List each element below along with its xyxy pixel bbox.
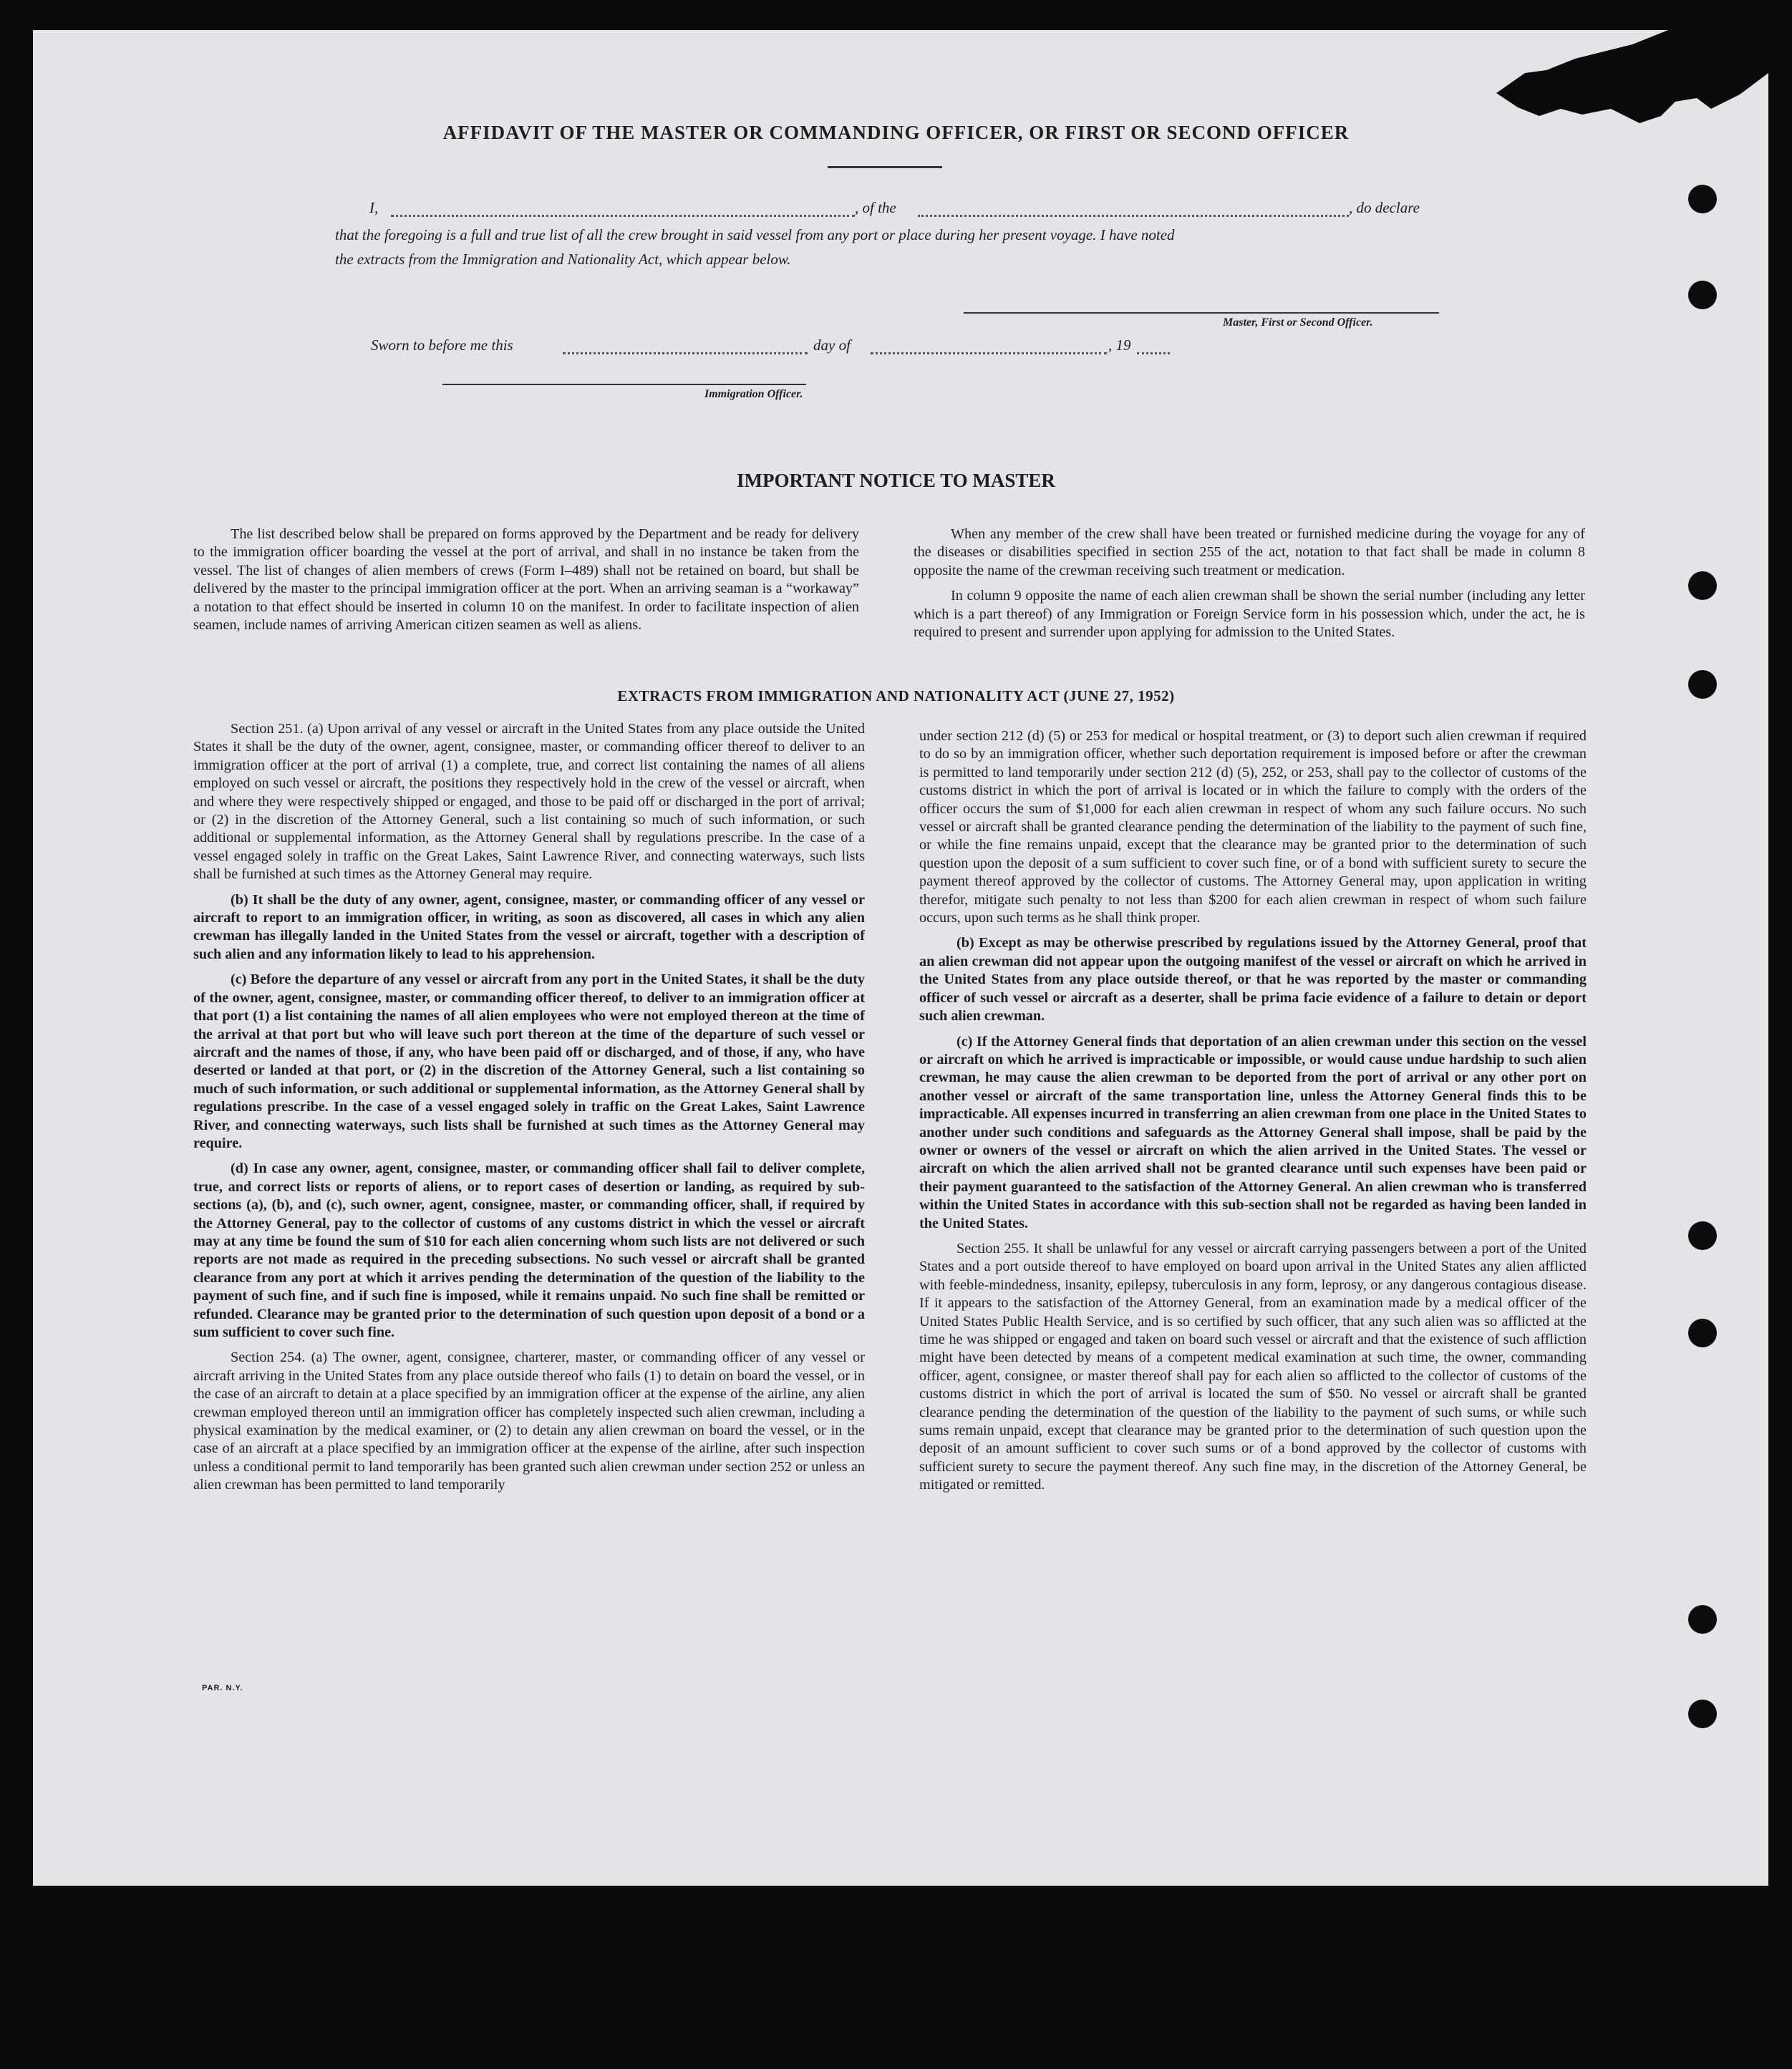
binder-hole	[1688, 571, 1717, 600]
master-signature-caption: Master, First or Second Officer.	[1223, 316, 1373, 329]
do-declare-label: , do declare	[1349, 199, 1420, 216]
immigration-signature-line	[442, 384, 806, 385]
affidavit-title: AFFIDAVIT OF THE MASTER OR COMMANDING OFFICER, OR FIRST OR SECOND OFFICER	[442, 122, 1350, 143]
sworn-day-line	[563, 352, 808, 354]
extracts-title: EXTRACTS FROM IMMIGRATION AND NATIONALITY ACT (JUNE 27, 1952)	[617, 687, 1175, 704]
printer-mark: PAR. N.Y.	[202, 1684, 243, 1692]
notice-right-paragraph-1: When any member of the crew shall have been treated or furnished medicine during the voyage for any of the diseases or disabilities specified in section 255 of the act, notation to that fact shall be made in column 8 opposite the name of the crewman receiving such treatment or medication.	[914, 526, 1585, 578]
name-line	[391, 215, 855, 217]
vessel-line	[918, 215, 1349, 217]
binder-hole	[1688, 185, 1717, 213]
extract-section-251a: Section 251. (a) Upon arrival of any vessel or aircraft in the United States from any place outside the United States it shall be the duty of the owner, agent, consignee, master, or commanding officer thereof to deliver to an immigration officer at the port of arrival (1) a complete, true, and correct list containing the names of all aliens employed on such vessel or aircraft, the positions they respectively hold in the crew of the vessel or aircraft, when and where they were respectively shipped or engaged, and those to be paid off or discharged in the port of arrival; or (2) in the discretion of the Attorney General, such a list containing so much of such information, or such additional or supplemental information, as the Attorney General shall by regulations prescribe. In the case of a vessel engaged solely in traffic on the Great Lakes, Saint Lawrence River, and connecting waterways, such lists shall be furnished at such times as the Attorney General may require.	[193, 721, 865, 883]
extract-section-251c: (c) Before the departure of any vessel or aircraft from any port in the United States, it shall be the duty of the owner, agent, consignee, master, or commanding officer thereof, to deliver to an immigration officer at that port (1) a list containing the names of all alien employees who were not employed thereon at the time of the arrival at that port but who will leave such port thereon at the time of the departure of such vessel or aircraft and the names of those, if any, who have been paid off or discharged, and of those, if any, who have deserted or landed at that port, or (2) in the discretion of the Attorney General, such a list containing so much of such information, or such additional or supplemental information, as the Attorney General shall by regulations prescribe. In the case of a vessel engaged solely in traffic on the Great Lakes, Saint Lawrence River, and connecting waterways, such lists shall be furnished at such times as the Attorney General may require.	[193, 971, 865, 1151]
binder-hole	[1688, 1700, 1717, 1728]
binder-hole	[1688, 281, 1717, 309]
sworn-month-line	[871, 352, 1107, 354]
declaration-line-1: that the foregoing is a full and true list of all the crew brought in said vessel from any port or place during her present voyage. I have noted	[335, 226, 1175, 243]
torn-corner	[1496, 30, 1768, 123]
of-the-label: , of the	[855, 199, 896, 216]
extract-section-254b: (b) Except as may be otherwise prescribed by regulations issued by the Attorney General, proof that an alien crewman did not appear upon the outgoing manifest of the vessel or aircraft on which he arrived in the United States from any place outside thereof, or that he was reported by the master or commanding officer of such vessel or aircraft as a deserter, shall be prima facie evidence of a failure to detain or deport such alien crewman.	[919, 935, 1587, 1024]
notice-right-paragraph-2: In column 9 opposite the name of each alien crewman shall be shown the serial number (including any letter which is a part thereof) of any Immigration or Foreign Service form in his possession which, under the act, he is required to present and surrender upon applying for admission to the United States.	[914, 588, 1585, 641]
binder-hole	[1688, 1221, 1717, 1250]
master-signature-line	[964, 312, 1439, 314]
i-label: I,	[369, 199, 379, 216]
extract-section-251d: (d) In case any owner, agent, consignee, master, or commanding officer shall fail to deliver complete, true, and correct lists or reports of aliens, or to report cases of desertion or landing, as required by sub-sections (a), (b), and (c), such owner, agent, consignee, master, or commanding officer, shall, if required by the Attorney General, pay to the collector of customs of any customs district in which the vessel or aircraft may at any time be found the sum of $10 for each alien concerning whom such lists are not delivered or such reports are not made as required in the preceding subsections. No such vessel or aircraft shall be granted clearance from any port at which it arrives pending the determination of the question of the liability to the payment of such fine, and if such fine is imposed, while it remains unpaid. No such fine shall be remitted or refunded. Clearance may be granted prior to the determination of such question upon deposit of a bond or a sum sufficient to cover such fine.	[193, 1161, 865, 1340]
year-label: , 19	[1108, 336, 1131, 354]
extract-section-254c: (c) If the Attorney General finds that deportation of an alien crewman under this section on the vessel or aircraft on which he arrived is impracticable or impossible, or would cause undue hardship to such alien crewman, he may cause the alien crewman to be deported from the port of arrival or any other port on another vessel or aircraft of the same transportation line, unless the Attorney General finds this to be impracticable. All expenses incurred in transferring an alien crewman from one place in the United States to another under such conditions and safeguards as the Attorney General shall impose, shall be paid by the owner or owners of the vessel or aircraft on which the alien arrived in the United States. The vessel or aircraft on which the alien arrived shall not be granted clearance until such expenses have been paid or their payment guaranteed to the satisfaction of the Attorney General. An alien crewman who is transferred within the United States in accordance with this sub-section shall not be regarded as having been landed in the United States.	[919, 1033, 1587, 1231]
notice-title: IMPORTANT NOTICE TO MASTER	[737, 470, 1055, 491]
notice-left-paragraph: The list described below shall be prepared on forms approved by the Department and be ready for delivery to the immigration officer boarding the vessel at the port of arrival, and shall in no instance be taken from the vessel. The list of changes of alien members of crews (Form I–489) shall not be retained on board, but shall be delivered by the master to the principal immigration officer at the port. When an arriving seaman is a “workaway” a notation to that effect should be inserted in column 10 on the manifest. In order to facilitate inspection of alien seamen, include names of arriving American citizen seamen as well as aliens.	[193, 526, 859, 634]
extracts-right-column	[919, 727, 1587, 1502]
day-of-label: day of	[813, 336, 851, 354]
extract-section-251b: (b) It shall be the duty of any owner, agent, consignee, master, or commanding officer of any vessel or aircraft to report to an immigration officer, in writing, as soon as discovered, all cases in which any alien crewman has illegally landed in the United States from the vessel or aircraft, together with a description of such alien and any information likely to lead to his apprehension.	[193, 891, 865, 962]
extract-section-254a-cont: under section 212 (d) (5) or 253 for medical or hospital treatment, or (3) to deport such alien crewman if required to do so by an immigration officer, whether such deportation requirement is imposed before or after the crewman is permitted to land temporarily under section 212 (d) (5), 252, or 253, shall pay to the collector of customs of the customs district in which the port of arrival is located or in which the failure to comply with the orders of the officer occurs the sum of $1,000 for each alien crewman in respect of whom any such failure occurs. No such vessel or aircraft shall be granted clearance pending the determination of the liability to the payment of such fine, or while the fine remains unpaid, except that the clearance may be granted prior to the determination of such question upon the deposit of a sum sufficient to cover such fine, or of a bond with sufficient surety to secure the payment thereof approved by the collector of customs. The Attorney General may, upon application in writing therefor, mitigate such penalty to not less than $200 for each alien crewman in respect of whom such failure occurs, upon such terms as he shall think proper.	[919, 728, 1587, 926]
extracts-left-column	[193, 720, 865, 1502]
binder-hole	[1688, 1605, 1717, 1634]
sworn-year-line	[1137, 352, 1170, 354]
extract-section-255: Section 255. It shall be unlawful for any vessel or aircraft carrying passengers between a port of the United States and a port outside thereof to have employed on board upon arrival in the United States any alien afflicted with feeble-mindedness, insanity, epilepsy, tuberculosis in any form, leprosy, or any dangerous contagious disease. If it appears to the satisfaction of the Attorney General, from an examination made by a medical officer of the United States Public Health Service, and is so certified by such officer, that any such alien was so afflicted at the time he was shipped or engaged and taken on board such vessel or aircraft and that the existence of such affliction might have been detected by means of a competent medical examination at such time, the owner, commanding officer, agent, consignee, or master thereof shall pay for each alien so afflicted to the collector of customs of the customs district in which the port of arrival is located the sum of $50. No vessel or aircraft shall be granted clearance pending the determination of the question of the liability to the payment of such sums, or while such sums remain unpaid, except that clearance may be granted prior to the determination of such question upon the deposit of an amount sufficient to cover such sums or of a bond approved by the collector of customs with sufficient surety to secure the payment thereof. Any such fine may, in the discretion of the Attorney General, be mitigated or remitted.	[919, 1240, 1587, 1493]
sworn-label: Sworn to before me this	[371, 336, 513, 354]
binder-hole	[1688, 1319, 1717, 1347]
notice-right-column	[914, 525, 1585, 649]
extract-section-254a: Section 254. (a) The owner, agent, consignee, charterer, master, or commanding officer of any vessel or aircraft arriving in the United States from any place outside thereof who fails (1) to detain on board the vessel, or in the case of an aircraft to detain at a place specified by an immigration officer at the expense of the airline, any alien crewman employed thereon until an immigration officer has completely inspected such alien crewman, including a physical examination by the medical examiner, or (2) to detain any alien crewman on board the vessel, or in the case of an aircraft at a place specified by an immigration officer at the expense of the airline, after such inspection unless a conditional permit to land temporarily has been granted such alien crewman under section 252 or unless an alien crewman has been permitted to land temporarily	[193, 1350, 865, 1493]
title-rule	[828, 166, 942, 168]
declaration-line-2: the extracts from the Immigration and Nationality Act, which appear below.	[335, 251, 791, 268]
notice-left-column	[193, 525, 859, 641]
immigration-signature-caption: Immigration Officer.	[704, 388, 803, 400]
